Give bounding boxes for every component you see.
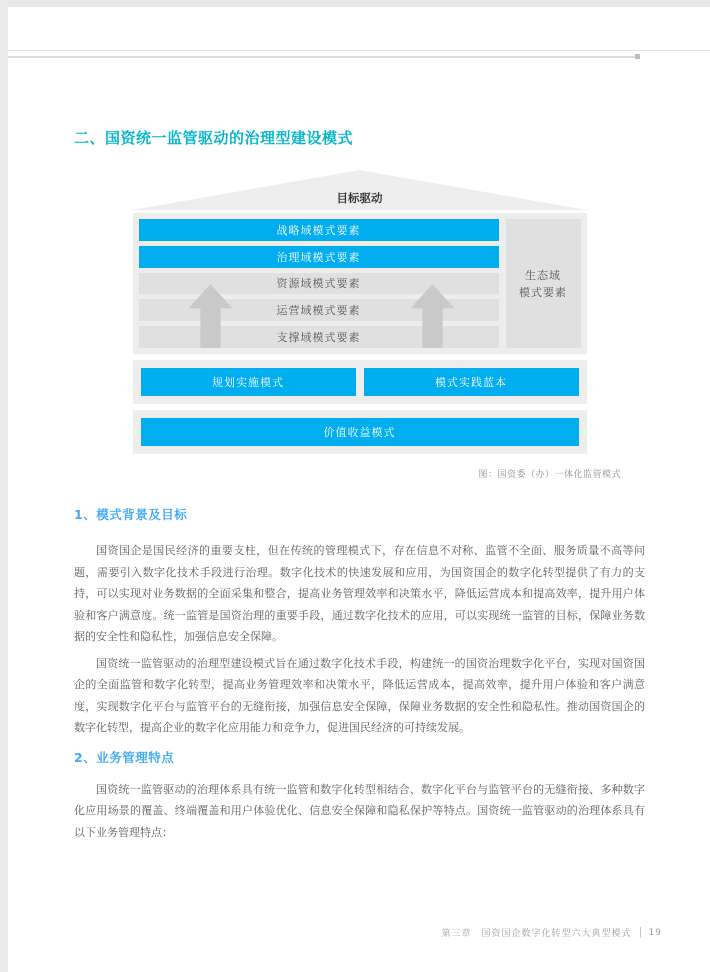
content-column — [8, 127, 710, 843]
block-label: 规划实施模式 — [212, 376, 284, 389]
row-strategy-domain — [139, 219, 499, 241]
footer-page-number: 19 — [648, 927, 662, 938]
row-label: 运营域模式要素 — [276, 304, 361, 318]
row-resource-domain — [139, 273, 499, 295]
paragraph: 国资国企是国民经济的重要支柱，但在传统的管理模式下，存在信息不对称、监管不全面、服务质量不高等问题，需要引入数字化技术手段进行治理。数字化技术的快速发展和应用，为国资国企的数字化转型提供了有力的支持，可以实现对业务数据的全面采集和整合，提高业务管理效率和决策水平，降低运营成本和提高效率，提升用户体验和客户满意度。统一监管是国资治理的重要手段，通过数字化技术的应用，可以实现统一监管的目标，保障业务数据的安全性和隐私性，加强信息安全保障。 — [74, 544, 645, 643]
subsection-heading-2: 2、业务管理特点 — [74, 749, 175, 765]
footer-divider — [640, 927, 641, 938]
side-label-line2: 模式要素 — [519, 285, 567, 299]
domain-rows — [139, 219, 499, 348]
row-label: 战略域模式要素 — [276, 223, 361, 237]
paragraph: 国资统一监管驱动的治理体系具有统一监管和数字化转型相结合、数字化平台与监管平台的无缝衔接、多种数字化应用场景的覆盖、终端覆盖和用户体验优化、信息安全保障和隐私保护等特点。国资统一监管驱动的治理体系具有以下业务管理特点： — [74, 782, 645, 839]
roof-label: 目标驱动 — [336, 191, 383, 205]
figure-caption: 图：国资委（办）一体化监管模式 — [478, 470, 621, 480]
row-governance-domain — [139, 246, 499, 268]
header-rule-end-dot — [635, 54, 640, 59]
row-label: 支撑域模式要素 — [276, 331, 361, 345]
ecosystem-domain-block — [506, 219, 581, 348]
block-label: 价值收益模式 — [323, 426, 396, 439]
footer-chapter-text: 第三章 国资国企数字化转型六大典型模式 — [441, 929, 632, 939]
section-title: 二、国资统一监管驱动的治理型建设模式 — [74, 129, 354, 147]
row-support-domain — [139, 326, 499, 348]
side-label-line1: 生态域 — [525, 268, 561, 282]
practice-blueprint-block — [364, 368, 579, 396]
block-label: 模式实践蓝本 — [435, 376, 507, 389]
diagram-bottom-band — [133, 410, 587, 454]
paragraph: 国资统一监管驱动的治理型建设模式旨在通过数字化技术手段，构建统一的国资治理数字化平台，实现对国资国企的全面监管和数字化转型，提高业务管理效率和决策水平，降低运营成本，提高效率，提升用户体验和客户满意度，实现数字化平台与监管平台的无缝衔接，加强信息安全保障，保障业务数据的安全性和隐私性。推动国资国企的数字化转型，提高企业的数字化应用能力和竞争力，促进国民经济的可持续发展。 — [74, 656, 645, 734]
diagram-roof — [133, 170, 587, 210]
header-rule-top — [8, 50, 710, 51]
diagram-main-box — [133, 213, 587, 354]
governance-model-diagram — [133, 170, 587, 454]
page — [8, 7, 710, 972]
planning-implementation-block — [141, 368, 356, 396]
page-footer — [442, 926, 662, 939]
diagram-middle-band — [133, 360, 587, 404]
subsection-heading-1: 1、模式背景及目标 — [74, 507, 188, 522]
row-label: 资源域模式要素 — [276, 277, 361, 291]
value-benefit-block — [141, 418, 579, 446]
row-label: 治理域模式要素 — [276, 250, 361, 264]
header-rule-bottom — [8, 56, 637, 58]
